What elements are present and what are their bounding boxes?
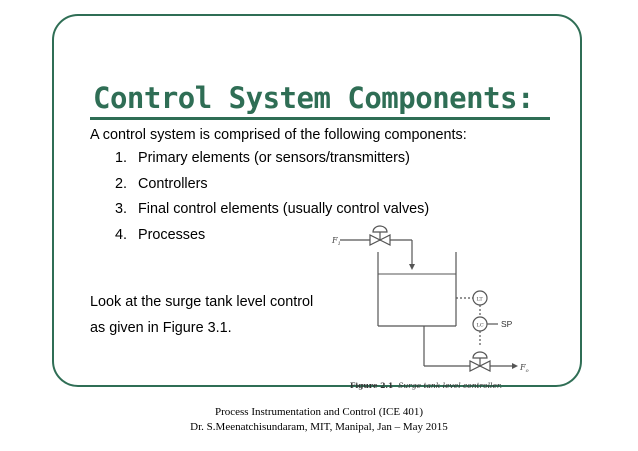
body-text-line-1: Look at the surge tank level control	[90, 294, 314, 310]
footer-course-line: Process Instrumentation and Control (ICE 401)	[214, 406, 424, 418]
list-item	[115, 176, 429, 202]
list-item-number: 1.	[115, 150, 128, 166]
surge-tank-diagram	[328, 222, 538, 390]
list-item-text: Primary elements (or sensors/transmitters)	[138, 150, 410, 166]
setpoint-label: SP	[501, 319, 513, 329]
list-item-text: Processes	[138, 227, 206, 244]
title-underline	[90, 117, 550, 120]
inlet-arrow-icon	[409, 264, 415, 270]
intro-text: A control system is comprised of the following components:	[90, 127, 467, 143]
outlet-arrow-icon	[512, 363, 518, 369]
list-item-number: 4.	[115, 227, 128, 244]
outlet-flow-label: $F_o$	[520, 363, 529, 374]
list-item-text: Controllers	[138, 175, 208, 192]
inlet-flow-label: $F_1$	[332, 236, 341, 247]
body-text-line-2: as given in Figure 3.1.	[90, 320, 232, 336]
list-item-text: Final control elements (usually control valves)	[138, 201, 430, 218]
list-item-number: 3.	[115, 201, 128, 218]
controller-label: LC	[476, 322, 484, 329]
footer-author-line: Dr. S.Meenatchisundaram, MIT, Manipal, Jan – May 2015	[190, 421, 448, 433]
transmitter-label: LT	[476, 296, 483, 303]
surge-tank-figure	[328, 222, 538, 390]
figure-caption: Figure 2.1 Surge tank level controller.	[350, 381, 503, 390]
list-item	[115, 150, 429, 176]
list-item-number: 2.	[115, 175, 128, 192]
slide-title: Control System Components:	[93, 81, 534, 115]
